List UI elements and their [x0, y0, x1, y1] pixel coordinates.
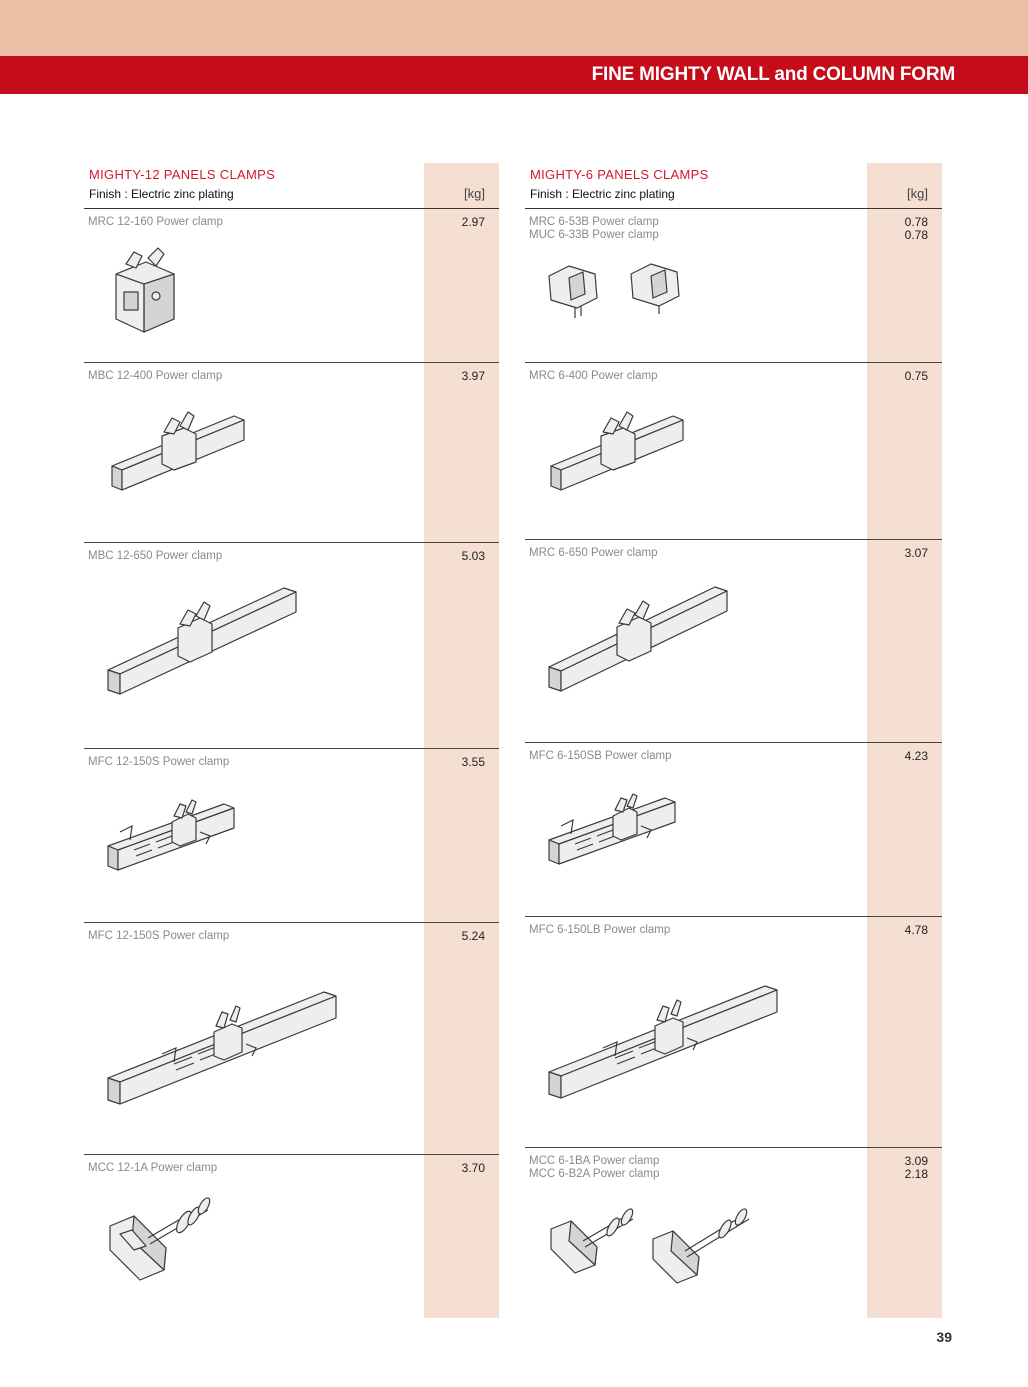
corner-clamp-icon: [84, 244, 204, 354]
row-divider: [84, 922, 499, 923]
product-name: MCC 12-1A Power clamp: [88, 1162, 218, 1174]
top-color-band: [0, 0, 1028, 56]
section-title: MIGHTY-12 PANELS CLAMPS: [89, 167, 276, 182]
product-row: [525, 1147, 942, 1318]
product-weight: 3.55: [461, 755, 485, 769]
small-clamp-pair-icon: [525, 254, 705, 324]
product-weight: 5.24: [461, 929, 485, 943]
bar-clamp-icon: [525, 569, 755, 709]
product-row: [84, 748, 499, 922]
product-name: MFC 6-150LB Power clamp: [529, 924, 671, 936]
product-name: MBC 12-650 Power clamp: [88, 550, 223, 562]
row-divider: [525, 916, 942, 917]
row-divider: [525, 539, 942, 540]
product-row: [525, 742, 942, 916]
mighty-6-section: [525, 163, 942, 1318]
row-divider: [525, 742, 942, 743]
product-name: MRC 6-650 Power clamp: [529, 547, 658, 559]
page-title: FINE MIGHTY WALL and COLUMN FORM: [591, 64, 955, 85]
product-weight: 5.03: [461, 549, 485, 563]
product-weight: 2.97: [461, 215, 485, 229]
row-divider: [84, 748, 499, 749]
product-name: MCC 6-1BA Power clamp MCC 6-B2A Power clamp: [529, 1155, 660, 1180]
row-divider: [84, 542, 499, 543]
product-weight: 4.23: [904, 749, 928, 763]
product-name: MBC 12-400 Power clamp: [88, 370, 223, 382]
page-number: 39: [936, 1329, 952, 1345]
weight-unit-header: [kg]: [464, 186, 485, 201]
slotted-bar-clamp-icon: [525, 778, 705, 878]
product-row: [525, 916, 942, 1147]
product-row: [84, 922, 499, 1154]
slotted-bar-clamp-icon: [84, 958, 354, 1118]
bolt-clamp-pair-icon: [525, 1191, 765, 1291]
product-weight: 0.75: [904, 369, 928, 383]
product-row: [84, 1154, 499, 1318]
product-row: [84, 542, 499, 748]
bolt-clamp-icon: [84, 1184, 234, 1304]
product-name: MFC 12-150S Power clamp: [88, 930, 230, 942]
product-name: MFC 6-150SB Power clamp: [529, 750, 672, 762]
product-row: [84, 362, 499, 542]
slotted-bar-clamp-icon: [525, 952, 795, 1112]
product-weight: 3.97: [461, 369, 485, 383]
row-divider: [84, 362, 499, 363]
product-row: [525, 539, 942, 742]
product-weight: 3.09 2.18: [904, 1154, 928, 1181]
bar-clamp-icon: [525, 398, 725, 498]
product-name: MFC 12-150S Power clamp: [88, 756, 230, 768]
product-name: MRC 6-400 Power clamp: [529, 370, 658, 382]
finish-note: Finish : Electric zinc plating: [89, 187, 234, 201]
row-divider: [525, 362, 942, 363]
product-name: MRC 6-53B Power clamp MUC 6-33B Power clamp: [529, 216, 659, 241]
product-weight: 3.70: [461, 1161, 485, 1175]
bar-clamp-icon: [84, 398, 284, 498]
header-bar: [0, 56, 1028, 94]
product-row: [84, 208, 499, 362]
product-row: [525, 208, 942, 362]
row-divider: [525, 1147, 942, 1148]
bar-clamp-icon: [84, 572, 314, 712]
weight-unit-header: [kg]: [907, 186, 928, 201]
finish-note: Finish : Electric zinc plating: [530, 187, 675, 201]
product-weight: 4.78: [904, 923, 928, 937]
section-title: MIGHTY-6 PANELS CLAMPS: [530, 167, 709, 182]
product-row: [525, 362, 942, 539]
mighty-12-section: [84, 163, 499, 1318]
product-name: MRC 12-160 Power clamp: [88, 216, 223, 228]
product-weight: 3.07: [904, 546, 928, 560]
slotted-bar-clamp-icon: [84, 784, 264, 884]
product-weight: 0.78 0.78: [904, 215, 928, 242]
row-divider: [84, 1154, 499, 1155]
